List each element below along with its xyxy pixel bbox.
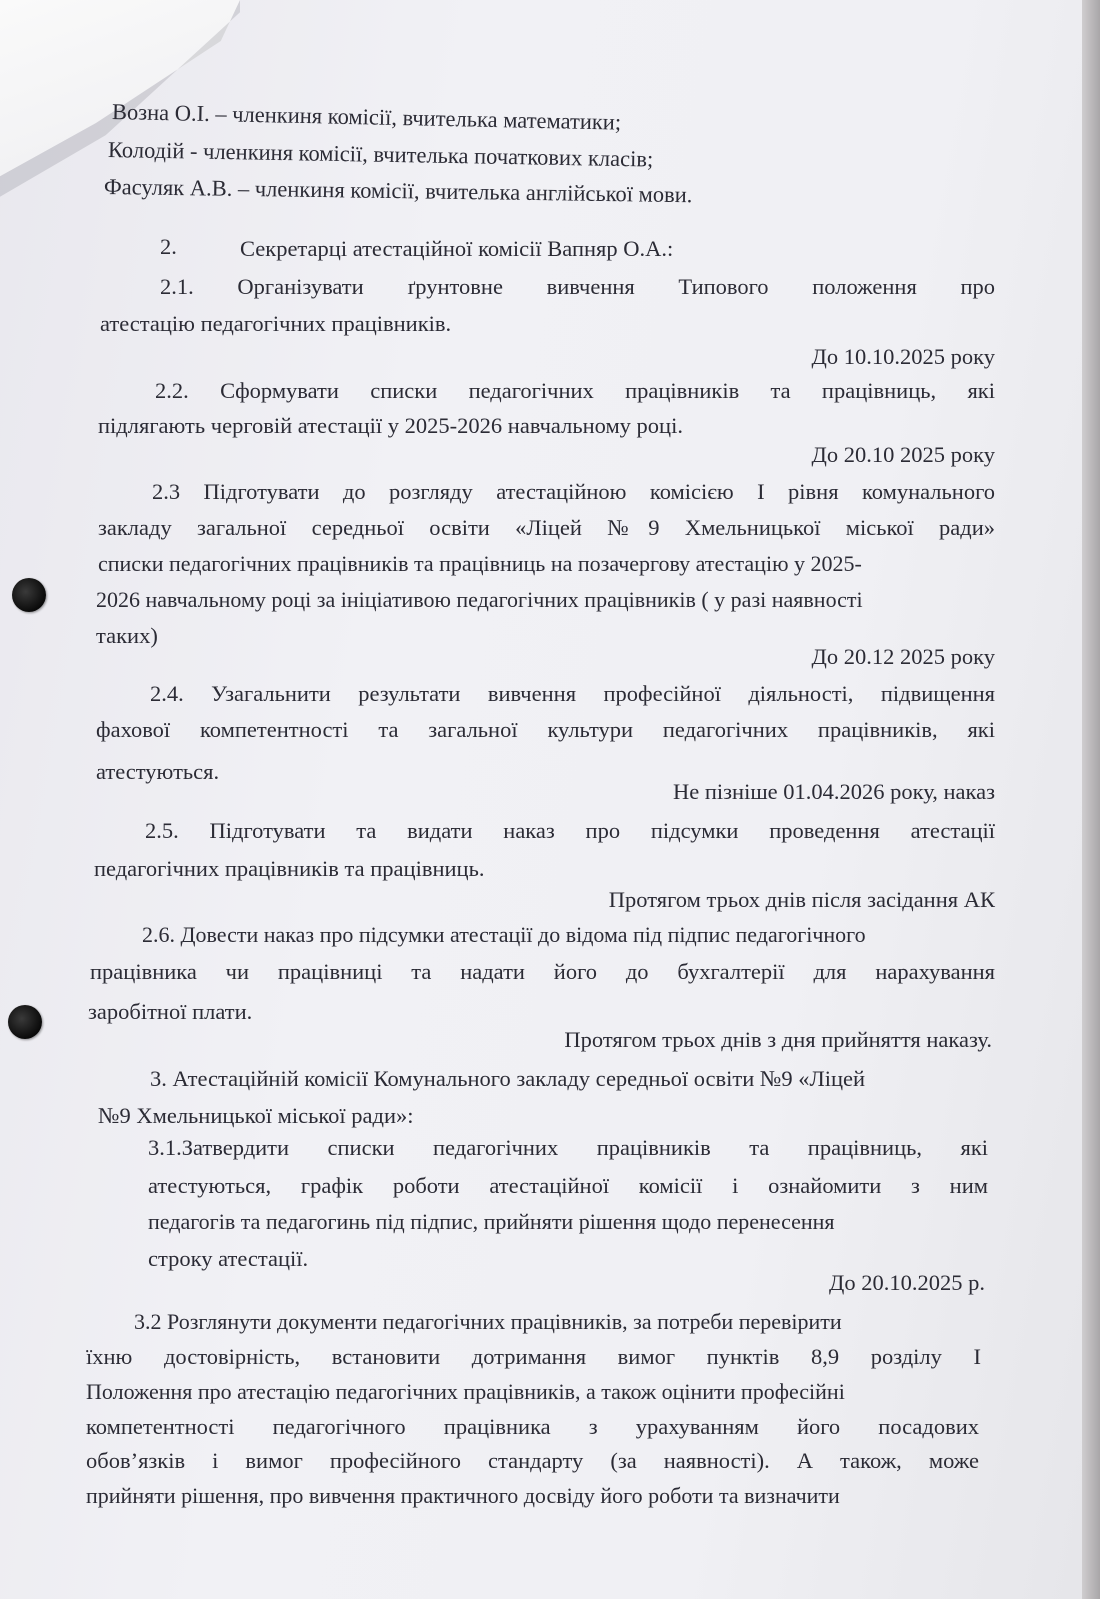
item-2-6-text: 2.6. Довести наказ про підсумки атестації до відома під підпис педагогічного: [142, 922, 866, 947]
punch-hole-bottom: [8, 1005, 42, 1039]
section-2-number: 2.: [160, 234, 177, 259]
member-line: Фасуляк А.В. – членкиня комісії, вчителька англійської мови.: [103, 174, 693, 208]
item-3-2-text: обов’язків і вимог професійного стандарту (за наявності). А також, може: [86, 1448, 979, 1473]
item-2-1-text: атестацію педагогічних працівників.: [100, 311, 452, 336]
page-edge-shadow: [1082, 0, 1100, 1599]
section-3-text: №9 Хмельницької міської ради»:: [98, 1103, 414, 1128]
punch-hole-top: [12, 578, 46, 612]
item-3-2-text: компетентності педагогічного працівника з урахуванням його посадових: [86, 1414, 979, 1439]
item-2-3-text: таких): [96, 623, 158, 648]
member-line: Колодій - членкиня комісії, вчителька початкових класів;: [107, 137, 654, 172]
item-2-4-text: фахової компетентності та загальної культури педагогічних працівників, які: [96, 717, 995, 742]
item-2-4-text: 2.4. Узагальнити результати вивчення професійної діяльності, підвищення: [150, 681, 995, 706]
item-2-6-text: працівника чи працівниці та надати його до бухгалтерії для нарахування: [90, 959, 995, 984]
item-2-5-text: педагогічних працівників та працівниць.: [94, 856, 485, 881]
item-2-2-text: 2.2. Сформувати списки педагогічних працівників та працівниць, які: [155, 378, 995, 403]
item-3-2-text: їхню достовірність, встановити дотримання вимог пунктів 8,9 розділу І: [86, 1344, 981, 1369]
item-3-1-text: педагогів та педагогинь під підпис, прийняти рішення щодо перенесення: [148, 1209, 835, 1234]
item-2-3-text: закладу загальної середньої освіти «Ліцей №9 Хмельницької міської ради»: [98, 515, 995, 540]
item-2-1-deadline: До 10.10.2025 року: [811, 344, 995, 369]
item-3-1-text: 3.1.Затвердити списки педагогічних працівників та працівниць, які: [148, 1135, 988, 1160]
item-2-3-text: списки педагогічних працівників та працівниць на позачергову атестацію у 2025-: [98, 551, 862, 576]
item-2-6-deadline: Протягом трьох днів з дня прийняття наказу.: [564, 1027, 992, 1052]
item-2-1-text: 2.1. Організувати ґрунтовне вивчення Типового положення про: [160, 274, 995, 299]
item-2-4-deadline: Не пізніше 01.04.2026 року, наказ: [673, 779, 995, 804]
item-2-5-text: 2.5. Підготувати та видати наказ про підсумки проведення атестації: [145, 818, 995, 843]
item-2-5-deadline: Протягом трьох днів після засідання АК: [608, 887, 995, 912]
item-2-4-text: атестуються.: [96, 759, 220, 784]
member-line: Возна О.І. – членкиня комісії, вчителька математики;: [111, 99, 622, 135]
item-3-1-text: строку атестації.: [148, 1246, 309, 1271]
item-3-1-deadline: До 20.10.2025 р.: [829, 1270, 985, 1295]
section-3-text: 3. Атестаційній комісії Комунального закладу середньої освіти №9 «Ліцей: [150, 1066, 866, 1091]
item-2-3-text: 2.3 Підготувати до розгляду атестаційною комісією І рівня комунального: [152, 479, 995, 504]
item-2-3-text: 2026 навчальному році за ініціативою педагогічних працівників ( у разі наявності: [96, 587, 863, 612]
item-3-2-text: прийняти рішення, про вивчення практичного досвіду його роботи та визначити: [86, 1483, 840, 1508]
item-2-6-text: заробітної плати.: [88, 999, 253, 1024]
item-3-2-text: Положення про атестацію педагогічних працівників, а також оцінити професійні: [86, 1379, 845, 1404]
item-2-2-deadline: До 20.10 2025 року: [811, 442, 995, 467]
item-2-3-deadline: До 20.12 2025 року: [811, 644, 995, 669]
item-3-2-text: 3.2 Розглянути документи педагогічних працівників, за потреби перевірити: [134, 1309, 842, 1334]
item-2-2-text: підлягають черговій атестації у 2025-2026 навчальному році.: [98, 413, 683, 438]
section-2-title: Секретарці атестаційної комісії Вапняр О.А.:: [240, 236, 674, 261]
item-3-1-text: атестуються, графік роботи атестаційної комісії і ознайомити з ним: [148, 1173, 988, 1198]
